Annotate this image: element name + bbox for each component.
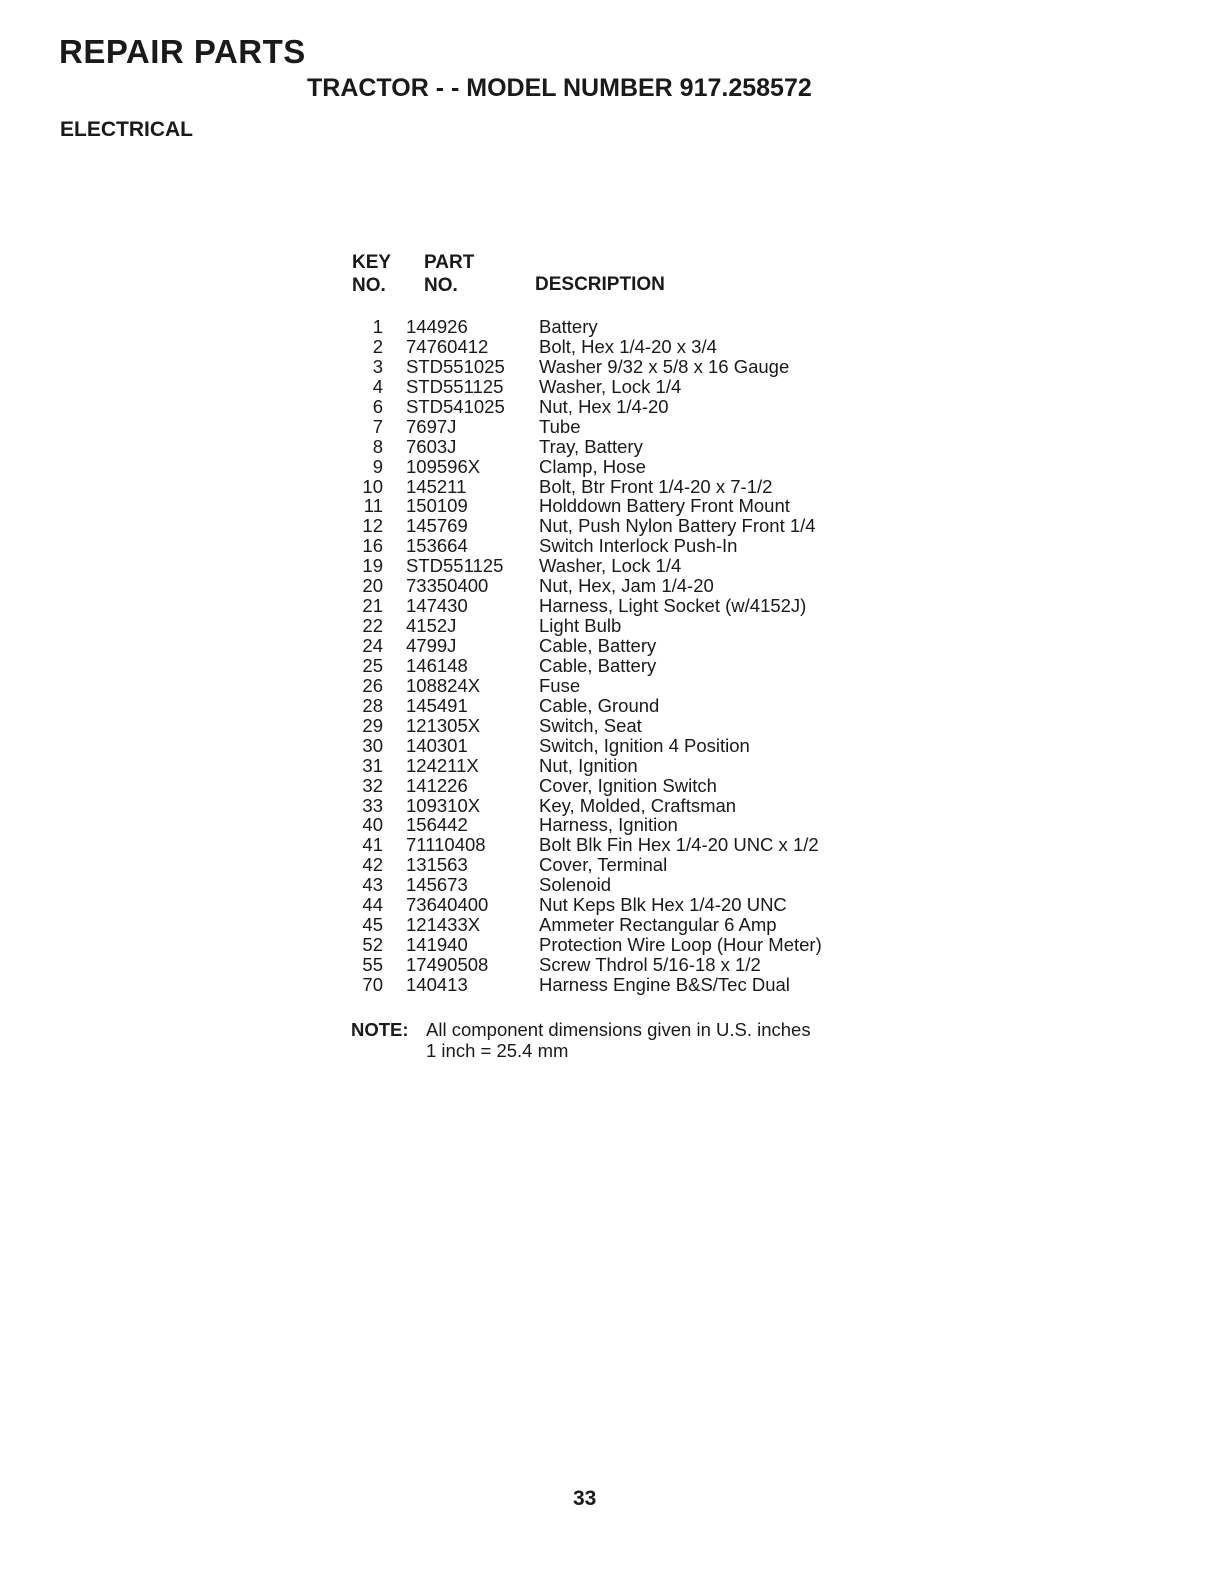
table-row (352, 855, 912, 875)
part-header-line2: NO. (424, 275, 458, 296)
description-cell: Nut Keps Blk Hex 1/4-20 UNC (539, 894, 787, 916)
part-no-cell: 109310X (406, 794, 481, 816)
note-label: NOTE: (351, 1019, 409, 1040)
table-row (352, 875, 912, 895)
table-row (352, 815, 912, 835)
part-no-cell: 141226 (406, 774, 468, 796)
part-no-cell: 109596X (406, 455, 481, 477)
description-cell: Cable, Battery (539, 635, 657, 656)
table-row (352, 596, 912, 616)
key-no-cell: 21 (362, 595, 383, 617)
table-row (352, 516, 912, 536)
table-row (352, 656, 912, 676)
key-no-cell: 20 (362, 575, 383, 597)
description-cell: Switch Interlock Push-In (539, 535, 738, 557)
part-no-cell: 131563 (406, 854, 468, 876)
table-row (352, 496, 912, 516)
key-no-cell: 41 (362, 834, 383, 856)
part-no-cell: 150109 (406, 495, 468, 517)
key-header-line2: NO. (352, 275, 386, 296)
description-cell: Screw Thdrol 5/16-18 x 1/2 (539, 954, 761, 975)
description-cell: Key, Molded, Craftsman (539, 794, 737, 816)
key-no-cell: 55 (362, 954, 383, 975)
part-header-line1: PART (424, 252, 475, 273)
note-line-1: All component dimensions given in U.S. inches (426, 1019, 811, 1040)
page-number: 33 (573, 1487, 597, 1510)
description-cell: Nut, Push Nylon Battery Front 1/4 (539, 515, 816, 537)
part-no-cell: 146148 (406, 654, 468, 676)
table-row (352, 556, 912, 576)
part-no-cell: 147430 (406, 595, 468, 617)
key-no-cell: 43 (362, 874, 383, 896)
key-no-cell: 26 (362, 674, 383, 696)
key-no-cell: 42 (362, 854, 383, 876)
description-cell: Nut, Ignition (539, 754, 638, 776)
part-no-cell: STD551025 (406, 355, 505, 377)
part-no-cell: 73640400 (406, 894, 489, 916)
table-row (352, 915, 912, 935)
description-cell: Light Bulb (539, 615, 622, 637)
part-no-cell: STD551125 (406, 555, 504, 577)
description-cell: Protection Wire Loop (Hour Meter) (539, 934, 822, 956)
key-no-cell: 25 (362, 654, 383, 676)
key-no-header (352, 251, 391, 297)
key-no-cell: 45 (362, 914, 383, 936)
description-header: DESCRIPTION (535, 274, 665, 295)
description-cell: Nut, Hex, Jam 1/4-20 (539, 575, 714, 597)
key-no-cell: 12 (362, 515, 383, 537)
table-row (352, 975, 912, 995)
key-no-cell: 30 (362, 734, 383, 756)
part-no-cell: 124211X (406, 754, 479, 776)
part-no-cell: 74760412 (406, 335, 489, 357)
part-no-cell: 145673 (406, 874, 468, 896)
description-cell: Washer 9/32 x 5/8 x 16 Gauge (539, 355, 790, 377)
part-no-cell: STD551125 (406, 375, 504, 397)
part-no-cell: 121433X (406, 914, 481, 936)
key-no-cell: 22 (362, 615, 383, 637)
description-cell: Bolt Blk Fin Hex 1/4-20 UNC x 1/2 (539, 834, 819, 856)
part-no-cell: 73350400 (406, 575, 489, 597)
part-no-cell: 144926 (406, 316, 468, 337)
table-row (352, 756, 912, 776)
description-cell: Holddown Battery Front Mount (539, 495, 790, 517)
description-cell: Battery (539, 316, 598, 337)
description-cell: Cable, Battery (539, 654, 657, 676)
table-row (352, 736, 912, 756)
description-cell: Cover, Terminal (539, 854, 668, 876)
description-cell: Ammeter Rectangular 6 Amp (539, 914, 777, 936)
description-cell: Switch, Seat (539, 714, 642, 736)
table-row (352, 317, 912, 337)
parts-list (352, 317, 912, 995)
key-no-cell: 1 (372, 316, 383, 337)
description-cell: Tray, Battery (539, 435, 643, 457)
key-no-cell: 70 (362, 973, 383, 995)
section-heading: ELECTRICAL (60, 118, 193, 141)
table-row (352, 676, 912, 696)
table-row (352, 536, 912, 556)
table-row (352, 417, 912, 437)
part-no-cell: 7697J (406, 415, 457, 437)
table-row (352, 576, 912, 596)
table-row (352, 616, 912, 636)
part-no-cell: 145769 (406, 515, 468, 537)
table-row (352, 835, 912, 855)
part-no-cell: 140301 (406, 734, 468, 756)
part-no-cell: 4152J (406, 615, 457, 637)
key-no-cell: 24 (362, 635, 383, 656)
part-no-cell: 145211 (406, 475, 467, 497)
key-no-cell: 6 (372, 395, 383, 417)
part-no-cell: 108824X (406, 674, 481, 696)
key-no-cell: 3 (372, 355, 383, 377)
table-row (352, 955, 912, 975)
description-cell: Cover, Ignition Switch (539, 774, 717, 796)
key-no-cell: 8 (372, 435, 383, 457)
key-no-cell: 16 (362, 535, 383, 557)
description-cell: Washer, Lock 1/4 (539, 555, 682, 577)
description-cell: Nut, Hex 1/4-20 (539, 395, 669, 417)
table-row (352, 477, 912, 497)
key-no-cell: 28 (362, 694, 383, 716)
part-no-cell: 121305X (406, 714, 481, 736)
table-row (352, 776, 912, 796)
key-no-cell: 29 (362, 714, 383, 736)
key-no-cell: 40 (362, 814, 383, 836)
table-row (352, 716, 912, 736)
table-row (352, 377, 912, 397)
page-title: REPAIR PARTS (59, 33, 306, 70)
part-no-cell: STD541025 (406, 395, 505, 417)
key-no-cell: 33 (362, 794, 383, 816)
part-no-cell: 7603J (406, 435, 457, 457)
description-cell: Harness, Ignition (539, 814, 678, 836)
table-row (352, 357, 912, 377)
key-no-cell: 7 (372, 415, 383, 437)
table-row (352, 636, 912, 656)
part-no-cell: 71110408 (406, 834, 486, 856)
table-row (352, 397, 912, 417)
table-row (352, 437, 912, 457)
key-no-cell: 19 (362, 555, 383, 577)
description-cell: Bolt, Btr Front 1/4-20 x 7-1/2 (539, 475, 773, 497)
table-row (352, 337, 912, 357)
note (351, 1019, 811, 1061)
part-no-cell: 156442 (406, 814, 468, 836)
part-no-cell: 141940 (406, 934, 468, 956)
key-no-cell: 11 (363, 495, 383, 517)
description-cell: Tube (539, 415, 581, 437)
description-cell: Clamp, Hose (539, 455, 646, 477)
description-cell: Solenoid (539, 874, 612, 896)
key-no-cell: 52 (362, 934, 383, 956)
note-line-2: 1 inch = 25.4 mm (426, 1040, 569, 1061)
table-row (352, 895, 912, 915)
description-cell: Fuse (539, 674, 581, 696)
key-no-cell: 31 (362, 754, 383, 776)
part-no-cell: 153664 (406, 535, 468, 557)
key-no-cell: 32 (362, 774, 383, 796)
description-cell: Washer, Lock 1/4 (539, 375, 682, 397)
description-cell: Switch, Ignition 4 Position (539, 734, 750, 756)
key-no-cell: 2 (372, 335, 383, 357)
description-cell: Cable, Ground (539, 694, 660, 716)
table-row (352, 935, 912, 955)
table-row (352, 696, 912, 716)
key-no-cell: 44 (362, 894, 383, 916)
part-no-cell: 17490508 (406, 954, 489, 975)
key-no-cell: 9 (372, 455, 383, 477)
part-no-cell: 145491 (406, 694, 468, 716)
description-cell: Harness Engine B&S/Tec Dual (539, 973, 790, 995)
key-no-cell: 10 (362, 475, 383, 497)
description-cell: Bolt, Hex 1/4-20 x 3/4 (539, 335, 717, 357)
table-row (352, 457, 912, 477)
part-no-cell: 4799J (406, 635, 457, 656)
description-cell: Harness, Light Socket (w/4152J) (539, 595, 807, 617)
table-row (352, 796, 912, 816)
part-no-cell: 140413 (406, 973, 468, 995)
key-no-cell: 4 (372, 375, 383, 397)
model-subtitle: TRACTOR - - MODEL NUMBER 917.258572 (307, 74, 812, 102)
key-header-line1: KEY (352, 252, 392, 273)
part-no-header (424, 251, 474, 297)
